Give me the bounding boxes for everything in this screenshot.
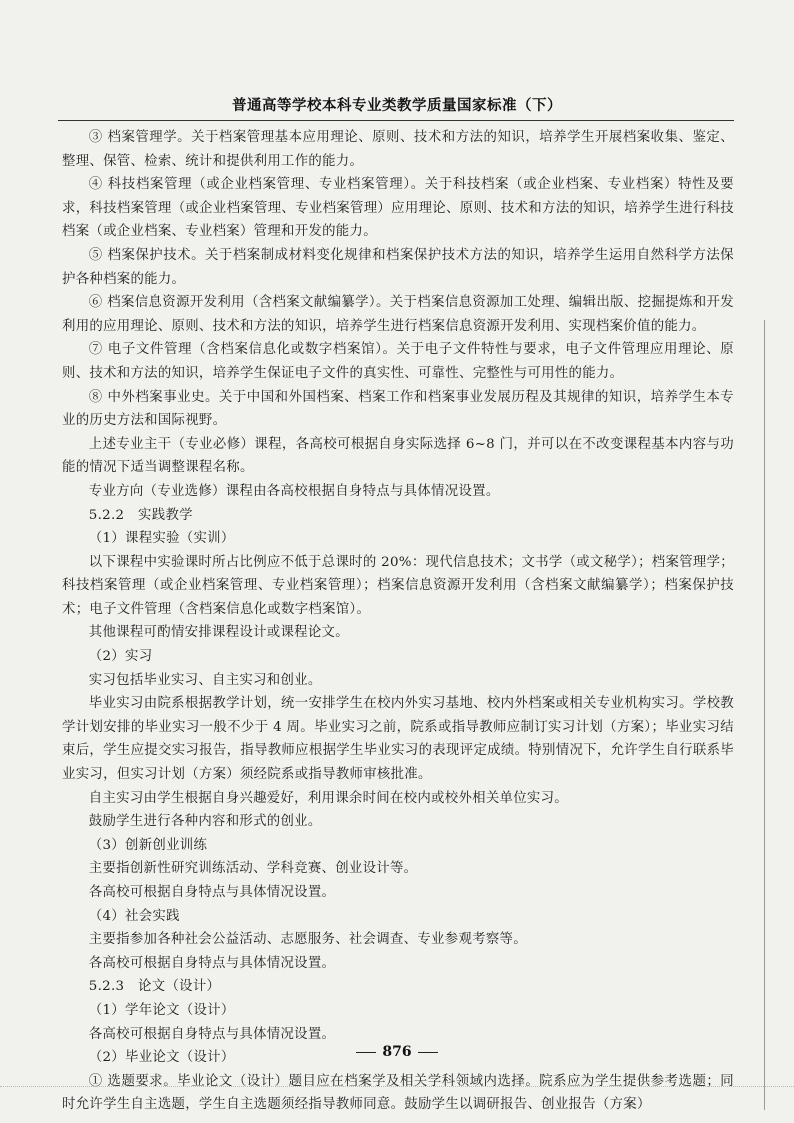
- paragraph: 其他课程可酌情安排课程设计或课程论文。: [88, 625, 349, 641]
- page-number: [0, 1044, 794, 1060]
- subsection-heading: （4）社会实践: [88, 908, 180, 924]
- paragraph: 自主实习由学生根据自身兴趣爱好，利用课余时间在校内或校外相关单位实习。: [88, 790, 568, 806]
- paragraph: ⑥ 档案信息资源开发利用（含档案文献编纂学）。关于档案信息资源加工处理、编辑出版、挖掘提炼和开发利用的应用理论、原则、技术和方法的知识，培养学生进行档案信息资源开发利用、实现档案价值的能力。: [62, 295, 734, 334]
- scan-edge-line: [764, 320, 765, 1110]
- paragraph: 主要指创新性研究训练活动、学科竞赛、创业设计等。: [88, 861, 418, 877]
- subsection-heading: （2）毕业论文（设计）: [88, 1050, 235, 1066]
- scan-bottom-noise: [0, 1086, 794, 1093]
- subsection-heading: （3）创新创业训练: [88, 837, 208, 853]
- header-rule: [58, 120, 734, 121]
- page-number-text: 876: [382, 1044, 412, 1060]
- paragraph: ① 选题要求。毕业论文（设计）题目应在档案学及相关学科领域内选择。院系应为学生提供参考选题；同时允许学生自主选题，学生自主选题须经指导教师同意。鼓励学生以调研报告、创业报告（方案）: [62, 1073, 734, 1113]
- paragraph: 实习包括毕业实习、自主实习和创业。: [88, 672, 322, 688]
- subsection-heading: （2）实习: [88, 649, 153, 665]
- paragraph: 各高校可根据自身特点与具体情况设置。: [88, 955, 336, 971]
- paragraph: 以下课程中实验课时所占比例应不低于总课时的 20%：现代信息技术；文书学（或文秘学）；档案管理学；科技档案管理（或企业档案管理、专业档案管理）；档案信息资源开发利用（含档案文献编纂学）；档案保护技术；电子文件管理（含档案信息化或数字档案馆）。: [62, 554, 734, 617]
- subsection-heading: （1）课程实验（实训）: [88, 531, 235, 547]
- body-text: [62, 126, 734, 1117]
- paragraph: ③ 档案管理学。关于档案管理基本应用理论、原则、技术和方法的知识，培养学生开展档案收集、鉴定、整理、保管、检索、统计和提供利用工作的能力。: [62, 130, 734, 169]
- paragraph: 专业方向（专业选修）课程由各高校根据自身特点与具体情况设置。: [88, 483, 500, 499]
- paragraph: 上述专业主干（专业必修）课程，各高校可根据自身实际选择 6~8 门，并可以在不改变课程基本内容与功能的情况下适当调整课程名称。: [62, 436, 734, 476]
- subsection-heading: （1）学年论文（设计）: [88, 1002, 235, 1018]
- page-number-dash-left: [356, 1052, 376, 1053]
- paragraph: ⑦ 电子文件管理（含档案信息化或数字档案馆）。关于电子文件特性与要求，电子文件管理应用理论、原则、技术和方法的知识，培养学生保证电子文件的真实性、可靠性、完整性与可用性的能力。: [62, 342, 734, 381]
- paragraph: ⑤ 档案保护技术。关于档案制成材料变化规律和档案保护技术方法的知识，培养学生运用自然科学方法保护各种档案的能力。: [62, 247, 734, 287]
- running-header: 普通高等学校本科专业类教学质量国家标准（下）: [232, 97, 562, 114]
- paragraph: 各高校可根据自身特点与具体情况设置。: [88, 1026, 336, 1042]
- paragraph: 各高校可根据自身特点与具体情况设置。: [88, 885, 336, 900]
- paragraph: 毕业实习由院系根据教学计划，统一安排学生在校内外实习基地、校内外档案或相关专业机构实习。学校教学计划安排的毕业实习一般不少于 4 周。毕业实习之前，院系或指导教师应制订实习计划（方案）；毕业实习结束后，学生应提交实习报告，指导教师应根据学生毕业实习的表现评定成绩。特别情况下，允许学生自行联系毕业实习，但实习计划（方案）须经院系或指导教师审核批准。: [62, 696, 734, 783]
- section-heading: 5.2.2 实践教学: [88, 507, 193, 523]
- section-heading: 5.2.3 论文（设计）: [88, 979, 221, 995]
- paragraph: 主要指参加各种社会公益活动、志愿服务、社会调查、专业参观考察等。: [88, 932, 527, 948]
- paragraph: ⑧ 中外档案事业史。关于中国和外国档案、档案工作和档案事业发展历程及其规律的知识，培养学生本专业的历史方法和国际视野。: [62, 389, 734, 429]
- paragraph: 鼓励学生进行各种内容和形式的创业。: [88, 814, 322, 830]
- page-number-dash-right: [418, 1052, 438, 1053]
- paragraph: ④ 科技档案管理（或企业档案管理、专业档案管理）。关于科技档案（或企业档案、专业档案）特性及要求，科技档案管理（或企业档案管理、专业档案管理）应用理论、原则、技术和方法的知识，培养学生进行科技档案（或企业档案、专业档案）管理和开发的能力。: [62, 177, 734, 240]
